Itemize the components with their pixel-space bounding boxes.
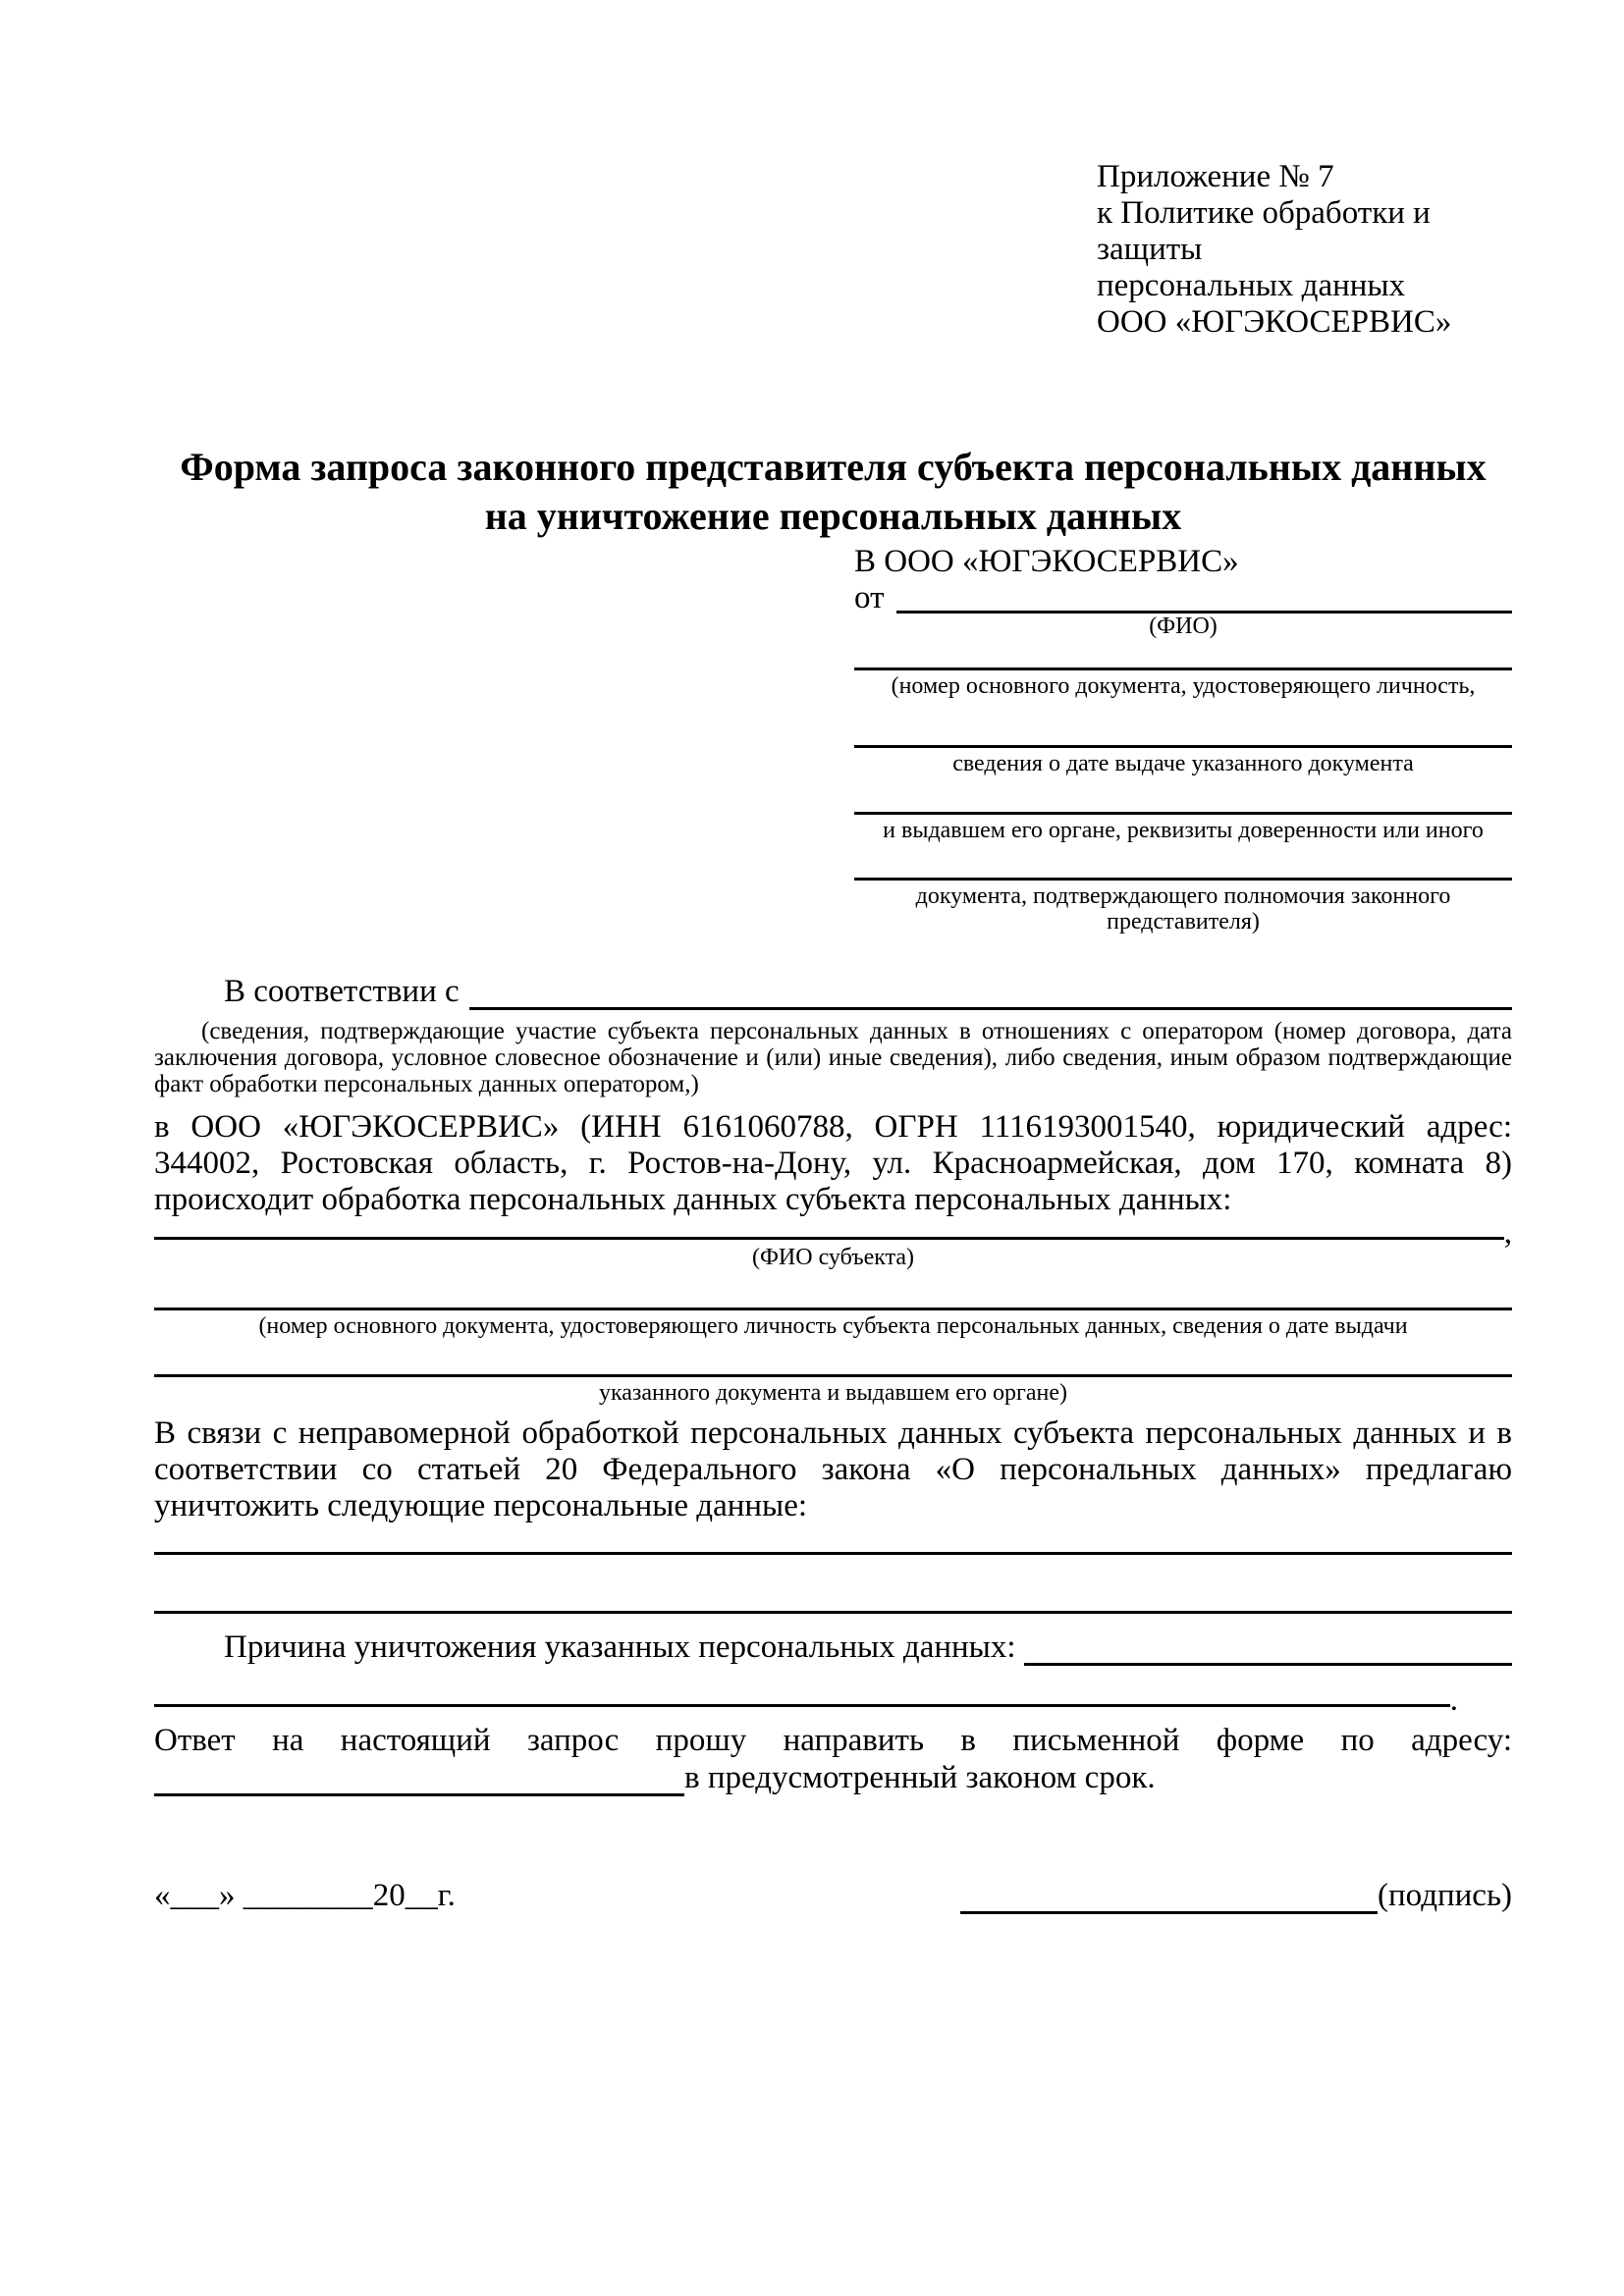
fill-in-line-reason-2 bbox=[154, 1685, 1450, 1707]
operator-paragraph: в ООО «ЮГЭКОСЕРВИС» (ИНН 6161060788, ОГРН 1116193001540, юридический адрес: 344002, Ростовская область, г. Ростов-на-Дону, ул. Красноармейская, дом 170, комната 8) происходит обработка персональных данных субъекта персональных данных: bbox=[154, 1109, 1512, 1217]
date-blank: «___» ________20__г. bbox=[154, 1878, 456, 1913]
fill-in-line-data-to-destroy-1 bbox=[154, 1552, 1512, 1555]
accordance-row bbox=[154, 974, 1512, 1010]
signature-line bbox=[960, 1882, 1378, 1914]
appendix-block bbox=[1097, 159, 1512, 341]
appendix-line: Приложение № 7 bbox=[1097, 159, 1334, 194]
page-title-line-1: Форма запроса законного представителя субъекта персональных данных bbox=[180, 445, 1487, 489]
appendix-line: ООО «ЮГЭКОСЕРВИС» bbox=[1097, 304, 1452, 340]
unlawful-paragraph: В связи с неправомерной обработкой персональных данных субъекта персональных данных и в соответствии со статьей 20 Федерального закона «О персональных данных» предлагаю уничтожить следующие персональные данные: bbox=[154, 1415, 1512, 1523]
caption-issuing-authority: и выдавшем его органе, реквизиты доверенности или иного bbox=[883, 818, 1484, 843]
fill-in-line-address bbox=[154, 1759, 684, 1796]
caption-subject-document-2: указанного документа и выдавшем его органе) bbox=[598, 1380, 1068, 1406]
addressee-block bbox=[854, 543, 1512, 934]
fill-in-line-id-document bbox=[854, 667, 1512, 670]
reply-tail: в предусмотренный законом срок. bbox=[684, 1760, 1156, 1795]
page-title bbox=[154, 443, 1512, 541]
caption-authority-document: документа, подтверждающего полномочия законного представителя) bbox=[915, 883, 1451, 934]
reply-address-row bbox=[154, 1759, 1512, 1796]
caption-fio: (ФИО) bbox=[1149, 614, 1218, 639]
caption-subject-document-1: (номер основного документа, удостоверяющего личность субъекта персональных данных, сведения о дате выдачи bbox=[258, 1313, 1408, 1339]
from-label: от bbox=[854, 580, 885, 615]
fill-in-line-subject-name bbox=[154, 1218, 1504, 1240]
fill-in-line-issuing-authority bbox=[854, 812, 1512, 815]
appendix-line: персональных данных bbox=[1097, 268, 1406, 303]
reason-label: Причина уничтожения указанных персональных данных: bbox=[224, 1629, 1016, 1665]
page-title-line-2: на уничтожение персональных данных bbox=[484, 494, 1182, 538]
reply-paragraph: Ответ на настоящий запрос прошу направить в письменной форме по адресу: bbox=[154, 1723, 1512, 1758]
fill-in-line-reason bbox=[1024, 1629, 1512, 1666]
footer-row bbox=[154, 1877, 1512, 1914]
appendix-line: к Политике обработки и защиты bbox=[1097, 195, 1431, 267]
fill-in-line-authority-document bbox=[854, 878, 1512, 881]
subject-name-row bbox=[154, 1215, 1512, 1251]
fill-in-line-data-to-destroy-2 bbox=[154, 1611, 1512, 1614]
reason-continuation-row bbox=[154, 1682, 1512, 1718]
fill-in-line-issue-date bbox=[854, 745, 1512, 748]
comma-after-line: , bbox=[1503, 1215, 1512, 1251]
caption-id-document: (номер основного документа, удостоверяющего личность, bbox=[891, 673, 1476, 699]
signature-group bbox=[960, 1877, 1512, 1914]
caption-subject-fio: (ФИО субъекта) bbox=[751, 1245, 915, 1270]
fill-in-line-representative-name bbox=[896, 582, 1513, 614]
reason-row bbox=[154, 1629, 1512, 1666]
fill-in-line-subject-document-2 bbox=[154, 1374, 1512, 1377]
document-content bbox=[154, 0, 1512, 1914]
accordance-note: (сведения, подтверждающие участие субъекта персональных данных в отношениях с оператором (номер договора, дата заключения договора, условное словесное обозначение и (или) иные сведения), либо сведения, иным образом подтверждающие факт обработки персональных данных оператором,) bbox=[154, 1018, 1512, 1097]
accordance-label: В соответствии с bbox=[224, 974, 460, 1009]
period-after-line: . bbox=[1449, 1682, 1458, 1718]
caption-issue-date: сведения о дате выдаче указанного документа bbox=[952, 751, 1414, 776]
signature-caption: (подпись) bbox=[1378, 1878, 1512, 1913]
fill-in-line-subject-document bbox=[154, 1308, 1512, 1310]
to-company-line: В ООО «ЮГЭКОСЕРВИС» bbox=[854, 544, 1239, 579]
from-row bbox=[854, 582, 1512, 614]
fill-in-line-accordance bbox=[469, 974, 1512, 1010]
